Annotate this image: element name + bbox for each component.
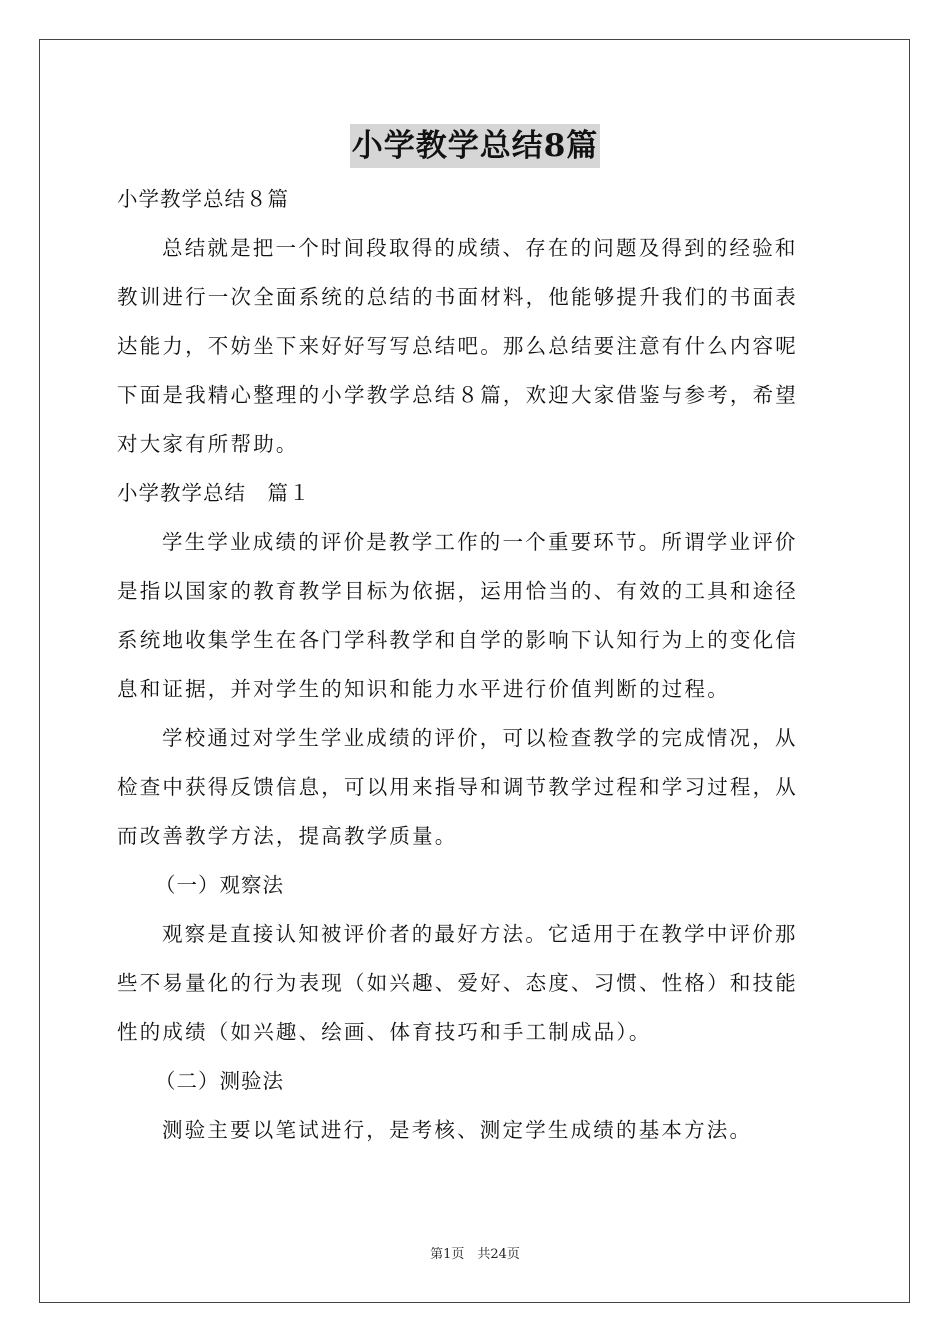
paragraph-line: 系统地收集学生在各门学科教学和自学的影响下认知行为上的变化信 <box>117 628 798 652</box>
subsection-heading: （一）观察法 <box>155 873 284 897</box>
paragraph-line: 教训进行一次全面系统的总结的书面材料，他能够提升我们的书面表 <box>117 285 798 309</box>
section-heading: 小学教学总结 篇１ <box>117 481 311 505</box>
paragraph-line: 息和证据，并对学生的知识和能力水平进行价值判断的过程。 <box>117 677 730 701</box>
paragraph-line: 学校通过对学生学业成绩的评价，可以检查教学的完成情况，从 <box>162 726 798 750</box>
paragraph-line: 达能力，不妨坐下来好好写写总结吧。那么总结要注意有什么内容呢 <box>117 334 798 358</box>
subtitle-line: 小学教学总结８篇 <box>117 187 289 211</box>
paragraph-line: 是指以国家的教育教学目标为依据，运用恰当的、有效的工具和途径 <box>117 579 798 603</box>
subsection-heading: （二）测验法 <box>155 1069 284 1093</box>
paragraph-line: 性的成绩（如兴趣、绘画、体育技巧和手工制成品）。 <box>117 1020 652 1044</box>
paragraph-line: 学生学业成绩的评价是教学工作的一个重要环节。所谓学业评价 <box>162 530 798 554</box>
title-container <box>0 124 950 168</box>
paragraph-line: 测验主要以笔试进行，是考核、测定学生成绩的基本方法。 <box>162 1118 753 1142</box>
paragraph-line: 而改善教学方法，提高教学质量。 <box>117 824 458 848</box>
paragraph-line: 些不易量化的行为表现（如兴趣、爱好、态度、习惯、性格）和技能 <box>117 971 798 995</box>
page-footer: 第1页 共24页 <box>430 1247 520 1262</box>
paragraph-line: 观察是直接认知被评价者的最好方法。它适用于在教学中评价那 <box>162 922 798 946</box>
document-body <box>117 180 833 1160</box>
paragraph-line: 下面是我精心整理的小学教学总结８篇，欢迎大家借鉴与参考，希望 <box>117 383 798 407</box>
paragraph-line: 对大家有所帮助。 <box>117 432 299 456</box>
document-title: 小学教学总结8篇 <box>350 124 601 168</box>
paragraph-line: 总结就是把一个时间段取得的成绩、存在的问题及得到的经验和 <box>162 236 798 260</box>
paragraph-line: 检查中获得反馈信息，可以用来指导和调节教学过程和学习过程，从 <box>117 775 798 799</box>
